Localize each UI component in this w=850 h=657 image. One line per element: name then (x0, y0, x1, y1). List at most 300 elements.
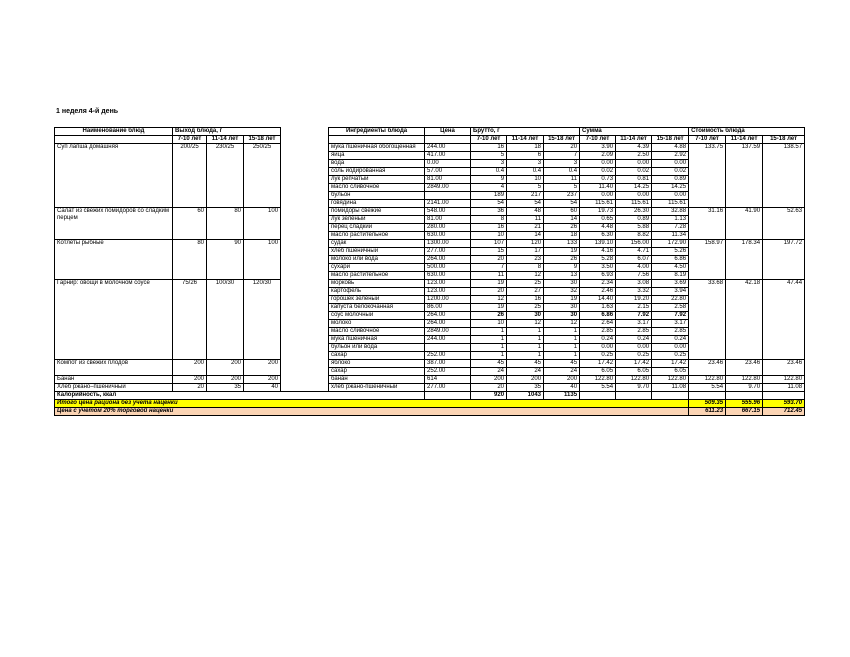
dish-cost: 122.80 (763, 376, 805, 384)
sum-value: 7.56 (616, 272, 652, 280)
ingredient-price: 2141.00 (425, 200, 471, 208)
sum-value: 19.73 (580, 208, 616, 216)
total-markup-label: Цена с учетом 20% торговой наценки (55, 408, 689, 416)
ingredient-name: морковь (329, 280, 425, 288)
sum-value: 2.64 (580, 320, 616, 328)
table-row (55, 240, 805, 248)
ingredient-name: говядина (329, 200, 425, 208)
table-row (55, 384, 805, 392)
brutto-value: 12 (507, 272, 544, 280)
ingredient-name: горошек зеленый (329, 296, 425, 304)
sum-value: 3.69 (652, 280, 689, 288)
sum-value: 122.80 (580, 376, 616, 384)
dish-cost: 33.68 (689, 280, 726, 360)
ingredient-price: 548.00 (425, 208, 471, 216)
sum-value: 11.08 (652, 384, 689, 392)
sum-value: 4.00 (616, 264, 652, 272)
sum-value: 2.50 (616, 152, 652, 160)
ingredient-price: 123.00 (425, 288, 471, 296)
ingredient-price: 81.00 (425, 176, 471, 184)
dish-output: 40 (244, 384, 281, 392)
dish-output: 200 (207, 360, 244, 376)
brutto-value: 54 (544, 200, 580, 208)
brutto-value: 3 (471, 160, 507, 168)
brutto-value: 18 (544, 232, 580, 240)
brutto-value: 1 (507, 336, 544, 344)
brutto-value: 40 (544, 384, 580, 392)
dish-name: Банан (55, 376, 173, 384)
ingredient-price: 630.00 (425, 232, 471, 240)
brutto-value: 32 (544, 288, 580, 296)
ingredient-name: судак (329, 240, 425, 248)
sum-value: 115.61 (652, 200, 689, 208)
header-row-1 (55, 128, 805, 136)
sum-value: 2.85 (616, 328, 652, 336)
sum-value: 6.30 (580, 232, 616, 240)
ingredient-name: сахар (329, 352, 425, 360)
dish-output: 100 (244, 240, 281, 280)
age-header: 7-10 лет (173, 136, 207, 144)
dish-name: Хлеб ржано–пшеничный (55, 384, 173, 392)
sum-value: 5.54 (580, 384, 616, 392)
sum-value: 0.00 (580, 192, 616, 200)
age-header: 11-14 лет (616, 136, 652, 144)
age-header: 11-14 лет (207, 136, 244, 144)
brutto-value: 30 (544, 304, 580, 312)
table-row (55, 376, 805, 384)
brutto-value: 11 (507, 216, 544, 224)
brutto-value: 14 (544, 216, 580, 224)
ingredient-name: бульон (329, 192, 425, 200)
sum-value: 2.15 (616, 304, 652, 312)
dish-output: 100 (244, 208, 281, 240)
spacer-cell (281, 208, 329, 240)
age-header: 7-10 лет (580, 136, 616, 144)
dish-output: 35 (207, 384, 244, 392)
brutto-value: 12 (507, 320, 544, 328)
sum-value: 14.25 (616, 184, 652, 192)
brutto-value: 20 (544, 144, 580, 152)
spacer-cell (281, 376, 329, 384)
ingredient-price: 264.00 (425, 256, 471, 264)
sum-value: 0.25 (616, 352, 652, 360)
sum-value: 0.00 (652, 344, 689, 352)
ingredient-name: яблоко (329, 360, 425, 368)
brutto-value: 45 (544, 360, 580, 368)
ingredient-name: соус молочный (329, 312, 425, 320)
dish-output: 75/26 (173, 280, 207, 360)
spacer-cell (281, 144, 329, 208)
ingredient-name: лук репчатый (329, 176, 425, 184)
brutto-value: 30 (544, 312, 580, 320)
brutto-value: 189 (471, 192, 507, 200)
sum-value: 26.30 (616, 208, 652, 216)
brutto-value: 133 (544, 240, 580, 248)
brutto-value: 0.4 (544, 168, 580, 176)
sum-value: 32.88 (652, 208, 689, 216)
brutto-value: 25 (507, 304, 544, 312)
dish-cost: 9.70 (726, 384, 763, 392)
sum-value: 2.46 (580, 288, 616, 296)
dish-name: Суп лапша домашняя (55, 144, 173, 208)
ingredient-name: бульон или вода (329, 344, 425, 352)
total-no-markup-value: 555.96 (726, 400, 763, 408)
table-body (55, 144, 805, 392)
brutto-value: 9 (544, 264, 580, 272)
sum-value: 6.86 (580, 312, 616, 320)
brutto-value: 45 (507, 360, 544, 368)
sum-value: 3.90 (580, 144, 616, 152)
brutto-value: 5 (471, 152, 507, 160)
brutto-value: 26 (544, 256, 580, 264)
age-header: 7-10 лет (471, 136, 507, 144)
dish-cost: 5.54 (689, 384, 726, 392)
brutto-value: 1 (544, 344, 580, 352)
dish-output: 200 (173, 360, 207, 376)
brutto-value: 5 (544, 184, 580, 192)
sum-value: 0.89 (616, 216, 652, 224)
sum-value: 3.32 (616, 288, 652, 296)
spacer-cell (281, 240, 329, 280)
sum-value: 0.25 (580, 352, 616, 360)
ingredient-price: 57.00 (425, 168, 471, 176)
brutto-value: 8 (507, 264, 544, 272)
ingredient-price: 500.00 (425, 264, 471, 272)
ingredient-price: 1200.00 (425, 296, 471, 304)
sum-value: 0.00 (580, 344, 616, 352)
total-no-markup-value: 509.35 (689, 400, 726, 408)
dish-output: 200 (207, 376, 244, 384)
sum-value: 122.80 (616, 376, 652, 384)
sum-value: 122.80 (652, 376, 689, 384)
sum-value: 4.50 (652, 264, 689, 272)
ingredient-name: яйца (329, 152, 425, 160)
sum-value: 5.26 (652, 248, 689, 256)
brutto-value: 1 (544, 328, 580, 336)
dish-cost: 41.90 (726, 208, 763, 240)
sum-value: 4.16 (580, 248, 616, 256)
ingredient-name: масло растительное (329, 232, 425, 240)
brutto-value: 20 (471, 256, 507, 264)
brutto-value: 1 (507, 344, 544, 352)
ingredient-price: 123.00 (425, 280, 471, 288)
ingredient-name: капуста белокочанная (329, 304, 425, 312)
age-header: 15-18 лет (652, 136, 689, 144)
age-header: 15-18 лет (763, 136, 805, 144)
sum-value: 6.05 (580, 368, 616, 376)
brutto-value: 26 (471, 312, 507, 320)
dish-output: 250/25 (244, 144, 281, 208)
sum-value: 6.93 (580, 272, 616, 280)
ingredient-name: перец сладкий (329, 224, 425, 232)
output-header: Выход блюда, г (173, 128, 281, 136)
ingredient-name: картофель (329, 288, 425, 296)
sum-value: 2.09 (580, 152, 616, 160)
ingredient-price (425, 192, 471, 200)
sum-value: 0.25 (652, 352, 689, 360)
brutto-value: 1 (471, 336, 507, 344)
brutto-total: 1135 (544, 392, 580, 400)
spacer-cell (281, 384, 329, 392)
dish-cost: 52.63 (763, 208, 805, 240)
total-markup-row (55, 408, 805, 416)
brutto-value: 1 (544, 352, 580, 360)
sum-value: 9.70 (616, 384, 652, 392)
sum-value: 6.07 (616, 256, 652, 264)
brutto-value: 10 (507, 176, 544, 184)
sum-value: 6.05 (616, 368, 652, 376)
sum-value: 2.34 (580, 280, 616, 288)
sum-value: 4.71 (616, 248, 652, 256)
brutto-total: 920 (471, 392, 507, 400)
ingredient-price: 264.00 (425, 320, 471, 328)
brutto-value: 15 (471, 248, 507, 256)
dish-cost: 23.46 (763, 360, 805, 376)
sum-value: 2.85 (580, 328, 616, 336)
ingredient-name: мука пшеничная (329, 336, 425, 344)
sum-value: 14.25 (652, 184, 689, 192)
ingredient-name: молоко (329, 320, 425, 328)
sum-value: 2.85 (652, 328, 689, 336)
dish-header: Наименование блюд (55, 128, 173, 136)
dish-cost: 137.59 (726, 144, 763, 208)
sum-value: 5.88 (616, 224, 652, 232)
sum-value: 2.92 (652, 152, 689, 160)
brutto-header: Брутто, г (471, 128, 580, 136)
table-row (55, 280, 805, 288)
spacer-cell (281, 280, 329, 360)
ingredient-price: 2849.00 (425, 328, 471, 336)
total-markup-value: 712.45 (763, 408, 805, 416)
dish-output: 120/30 (244, 280, 281, 360)
ingredient-price: 244.00 (425, 144, 471, 152)
dish-cost: 47.44 (763, 280, 805, 360)
dish-output: 80 (173, 240, 207, 280)
sum-value: 6.05 (652, 368, 689, 376)
ingredient-name: масло растительное (329, 272, 425, 280)
table-row (55, 208, 805, 216)
dish-cost: 11.08 (763, 384, 805, 392)
brutto-value: 35 (507, 384, 544, 392)
sum-value: 115.61 (616, 200, 652, 208)
sum-value: 0.89 (652, 176, 689, 184)
dish-output: 200 (173, 376, 207, 384)
calories-label: Калорийность, ккал (55, 392, 425, 400)
calories-row (55, 392, 805, 400)
brutto-value: 23 (507, 256, 544, 264)
ingredient-name: сухари (329, 264, 425, 272)
brutto-value: 1 (471, 328, 507, 336)
ingredient-price: 0.00 (425, 160, 471, 168)
brutto-value: 1 (507, 328, 544, 336)
sum-value: 3.08 (616, 280, 652, 288)
sum-value: 0.73 (580, 176, 616, 184)
sum-value: 0.24 (652, 336, 689, 344)
sum-value: 17.42 (580, 360, 616, 368)
ingredient-name: мука пшеничная обогощенная (329, 144, 425, 152)
dish-cost: 122.80 (689, 376, 726, 384)
dish-cost: 138.57 (763, 144, 805, 208)
brutto-value: 0.4 (507, 168, 544, 176)
dish-cost: 133.75 (689, 144, 726, 208)
sum-header: Сумма (580, 128, 689, 136)
brutto-value: 24 (544, 368, 580, 376)
ingredient-name: вода (329, 160, 425, 168)
brutto-value: 19 (544, 248, 580, 256)
sum-value: 156.00 (616, 240, 652, 248)
ingredient-name: лук зеленый (329, 216, 425, 224)
dish-name: Котлеты рыбные (55, 240, 173, 280)
header-row-2 (55, 136, 805, 144)
sum-value: 11.34 (652, 232, 689, 240)
ingredient-price: 614 (425, 376, 471, 384)
brutto-value: 4 (471, 184, 507, 192)
dish-output: 90 (207, 240, 244, 280)
sum-value: 0.00 (616, 344, 652, 352)
ingredient-name: хлеб пшеничный (329, 248, 425, 256)
brutto-value: 200 (544, 376, 580, 384)
brutto-value: 120 (507, 240, 544, 248)
ingredients-header: Ингредиенты блюда (329, 128, 425, 136)
ingredient-price: 252.00 (425, 352, 471, 360)
sum-value: 22.80 (652, 296, 689, 304)
sum-value: 3.17 (652, 320, 689, 328)
brutto-value: 200 (507, 376, 544, 384)
brutto-value: 25 (507, 280, 544, 288)
brutto-value: 20 (471, 384, 507, 392)
sum-value: 0.24 (616, 336, 652, 344)
brutto-value: 1 (471, 344, 507, 352)
brutto-value: 60 (544, 208, 580, 216)
ingredient-price: 264.00 (425, 312, 471, 320)
total-no-markup-label: Итого цена рациона без учета наценки (55, 400, 689, 408)
sum-value: 5.28 (580, 256, 616, 264)
brutto-total: 1043 (507, 392, 544, 400)
brutto-value: 12 (544, 320, 580, 328)
brutto-value: 237 (544, 192, 580, 200)
sum-value: 0.00 (580, 160, 616, 168)
sum-value: 11.40 (580, 184, 616, 192)
sum-value: 0.81 (616, 176, 652, 184)
brutto-value: 14 (507, 232, 544, 240)
brutto-value: 1 (471, 352, 507, 360)
table-row (55, 360, 805, 368)
brutto-value: 20 (471, 288, 507, 296)
age-header: 15-18 лет (244, 136, 281, 144)
brutto-value: 48 (507, 208, 544, 216)
brutto-value: 24 (471, 368, 507, 376)
ingredient-price: 277.00 (425, 384, 471, 392)
dish-name: Компот из свежих плодов (55, 360, 173, 376)
brutto-value: 107 (471, 240, 507, 248)
ingredient-price: 280.00 (425, 224, 471, 232)
ingredient-name: банан (329, 376, 425, 384)
ingredient-price (425, 344, 471, 352)
sum-value: 4.48 (580, 224, 616, 232)
brutto-value: 9 (471, 176, 507, 184)
spacer-cell (281, 360, 329, 376)
cost-header: Стоимость блюда (689, 128, 805, 136)
brutto-value: 217 (507, 192, 544, 200)
brutto-value: 21 (507, 224, 544, 232)
table-row (55, 144, 805, 152)
dish-name: Салат из свежих помидоров со сладким перцем (55, 208, 173, 240)
brutto-value: 6 (507, 152, 544, 160)
ingredient-name: масло сливочное (329, 328, 425, 336)
brutto-value: 18 (507, 144, 544, 152)
sum-value: 1.63 (580, 304, 616, 312)
brutto-value: 54 (507, 200, 544, 208)
sum-value: 14.40 (580, 296, 616, 304)
ingredient-name: хлеб ржано-пшеничный (329, 384, 425, 392)
total-no-markup-value: 593.70 (763, 400, 805, 408)
brutto-value: 8 (471, 216, 507, 224)
sum-value: 0.24 (580, 336, 616, 344)
brutto-value: 16 (507, 296, 544, 304)
brutto-value: 1 (507, 352, 544, 360)
dish-cost: 122.80 (726, 376, 763, 384)
brutto-value: 19 (471, 304, 507, 312)
brutto-value: 27 (507, 288, 544, 296)
brutto-value: 10 (471, 320, 507, 328)
brutto-value: 16 (471, 224, 507, 232)
ingredient-price: 244.00 (425, 336, 471, 344)
ingredient-name: молоко или вода (329, 256, 425, 264)
sum-value: 3.17 (616, 320, 652, 328)
brutto-value: 13 (544, 272, 580, 280)
ingredient-name: соль йодированная (329, 168, 425, 176)
sum-value: 8.82 (616, 232, 652, 240)
ingredient-name: масло сливочное (329, 184, 425, 192)
age-header: 15-18 лет (544, 136, 580, 144)
sum-value: 0.00 (616, 192, 652, 200)
sum-value: 8.19 (652, 272, 689, 280)
sum-value: 4.39 (616, 144, 652, 152)
age-header: 11-14 лет (726, 136, 763, 144)
dish-output: 200 (244, 376, 281, 384)
dish-cost: 23.46 (726, 360, 763, 376)
sum-value: 0.02 (580, 168, 616, 176)
ingredient-name: сахар (329, 368, 425, 376)
brutto-value: 19 (544, 296, 580, 304)
ingredient-price: 387.00 (425, 360, 471, 368)
sum-value: 17.42 (616, 360, 652, 368)
dish-cost: 158.97 (689, 240, 726, 280)
brutto-value: 10 (471, 232, 507, 240)
brutto-value: 30 (507, 312, 544, 320)
brutto-value: 3 (507, 160, 544, 168)
sum-value: 0.00 (652, 192, 689, 200)
brutto-value: 26 (544, 224, 580, 232)
brutto-value: 200 (471, 376, 507, 384)
sum-value: 0.02 (616, 168, 652, 176)
sum-value: 0.65 (580, 216, 616, 224)
ration-table (54, 127, 805, 416)
page-title: 1 неделя 4-й день (56, 108, 119, 115)
sum-value: 17.42 (652, 360, 689, 368)
dish-cost: 178.34 (726, 240, 763, 280)
brutto-value: 36 (471, 208, 507, 216)
brutto-value: 24 (507, 368, 544, 376)
sum-value: 172.90 (652, 240, 689, 248)
ingredient-price: 86.00 (425, 304, 471, 312)
sum-value: 0.00 (616, 160, 652, 168)
brutto-value: 11 (471, 272, 507, 280)
ingredient-price: 81.00 (425, 216, 471, 224)
dish-output: 200 (244, 360, 281, 376)
dish-cost: 42.18 (726, 280, 763, 360)
brutto-value: 19 (471, 280, 507, 288)
